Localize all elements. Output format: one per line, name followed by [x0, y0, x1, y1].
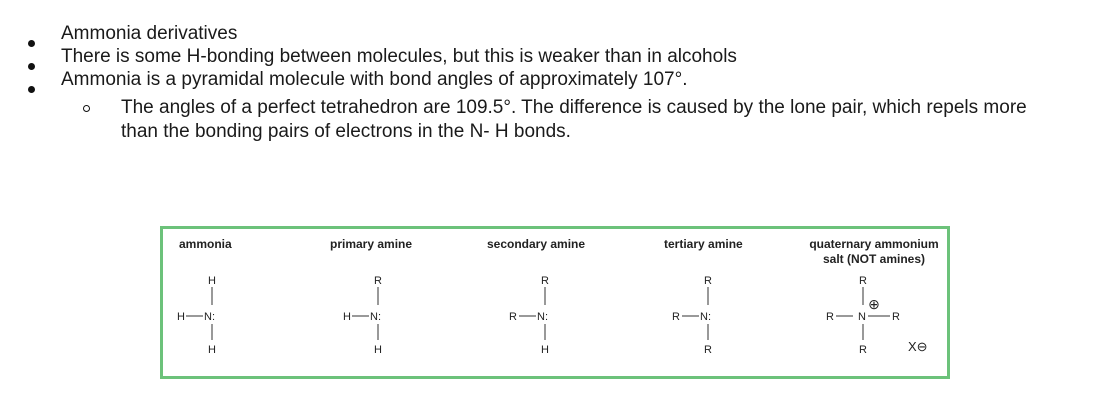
atom-bottom: R [704, 344, 712, 356]
sub-bullet-circle [83, 105, 90, 112]
atom-left: R [672, 311, 680, 323]
atom-nitrogen: N: [204, 311, 215, 323]
amine-classification-figure [160, 226, 950, 379]
atom-top: R [859, 275, 867, 287]
sub-bullet-text-continued: than the bonding pairs of electrons in the N- H bonds. [121, 121, 571, 142]
atom-top: H [208, 275, 216, 287]
atom-left: H [343, 311, 351, 323]
label-primary-amine: primary amine [330, 237, 413, 251]
sub-bullet-text: The angles of a perfect tetrahedron are 109.5°. The difference is caused by the lone pair, which repels more [121, 97, 1027, 118]
atom-nitrogen: N [858, 311, 866, 323]
atom-bottom: H [208, 344, 216, 356]
label-tertiary-amine: tertiary amine [664, 237, 743, 251]
counter-ion: X⊖ [908, 339, 928, 354]
atom-right: R [892, 311, 900, 323]
atom-top: R [374, 275, 382, 287]
atom-top: R [704, 275, 712, 287]
atom-bottom: R [859, 344, 867, 356]
bullet-text: Ammonia is a pyramidal molecule with bond angles of approximately 107°. [61, 69, 688, 90]
bullet-text: Ammonia derivatives [61, 23, 238, 44]
bullet-dot [28, 40, 35, 47]
positive-charge-icon: ⊕ [868, 296, 880, 312]
label-secondary-amine: secondary amine [487, 237, 586, 251]
atom-bottom: H [541, 344, 549, 356]
bullet-text: There is some H-bonding between molecules, but this is weaker than in alcohols [61, 46, 737, 67]
atom-top: R [541, 275, 549, 287]
bullet-dot [28, 86, 35, 93]
atom-nitrogen: N: [700, 311, 711, 323]
atom-nitrogen: N: [370, 311, 381, 323]
atom-left: R [509, 311, 517, 323]
structures-diagram [163, 229, 947, 376]
label-quaternary-line1: quaternary ammonium [809, 237, 939, 251]
atom-left: H [177, 311, 185, 323]
atom-bottom: H [374, 344, 382, 356]
atom-nitrogen: N: [537, 311, 548, 323]
label-quaternary-line2: salt (NOT amines) [822, 252, 926, 266]
label-ammonia: ammonia [179, 237, 232, 251]
atom-left: R [826, 311, 834, 323]
bullet-dot [28, 63, 35, 70]
